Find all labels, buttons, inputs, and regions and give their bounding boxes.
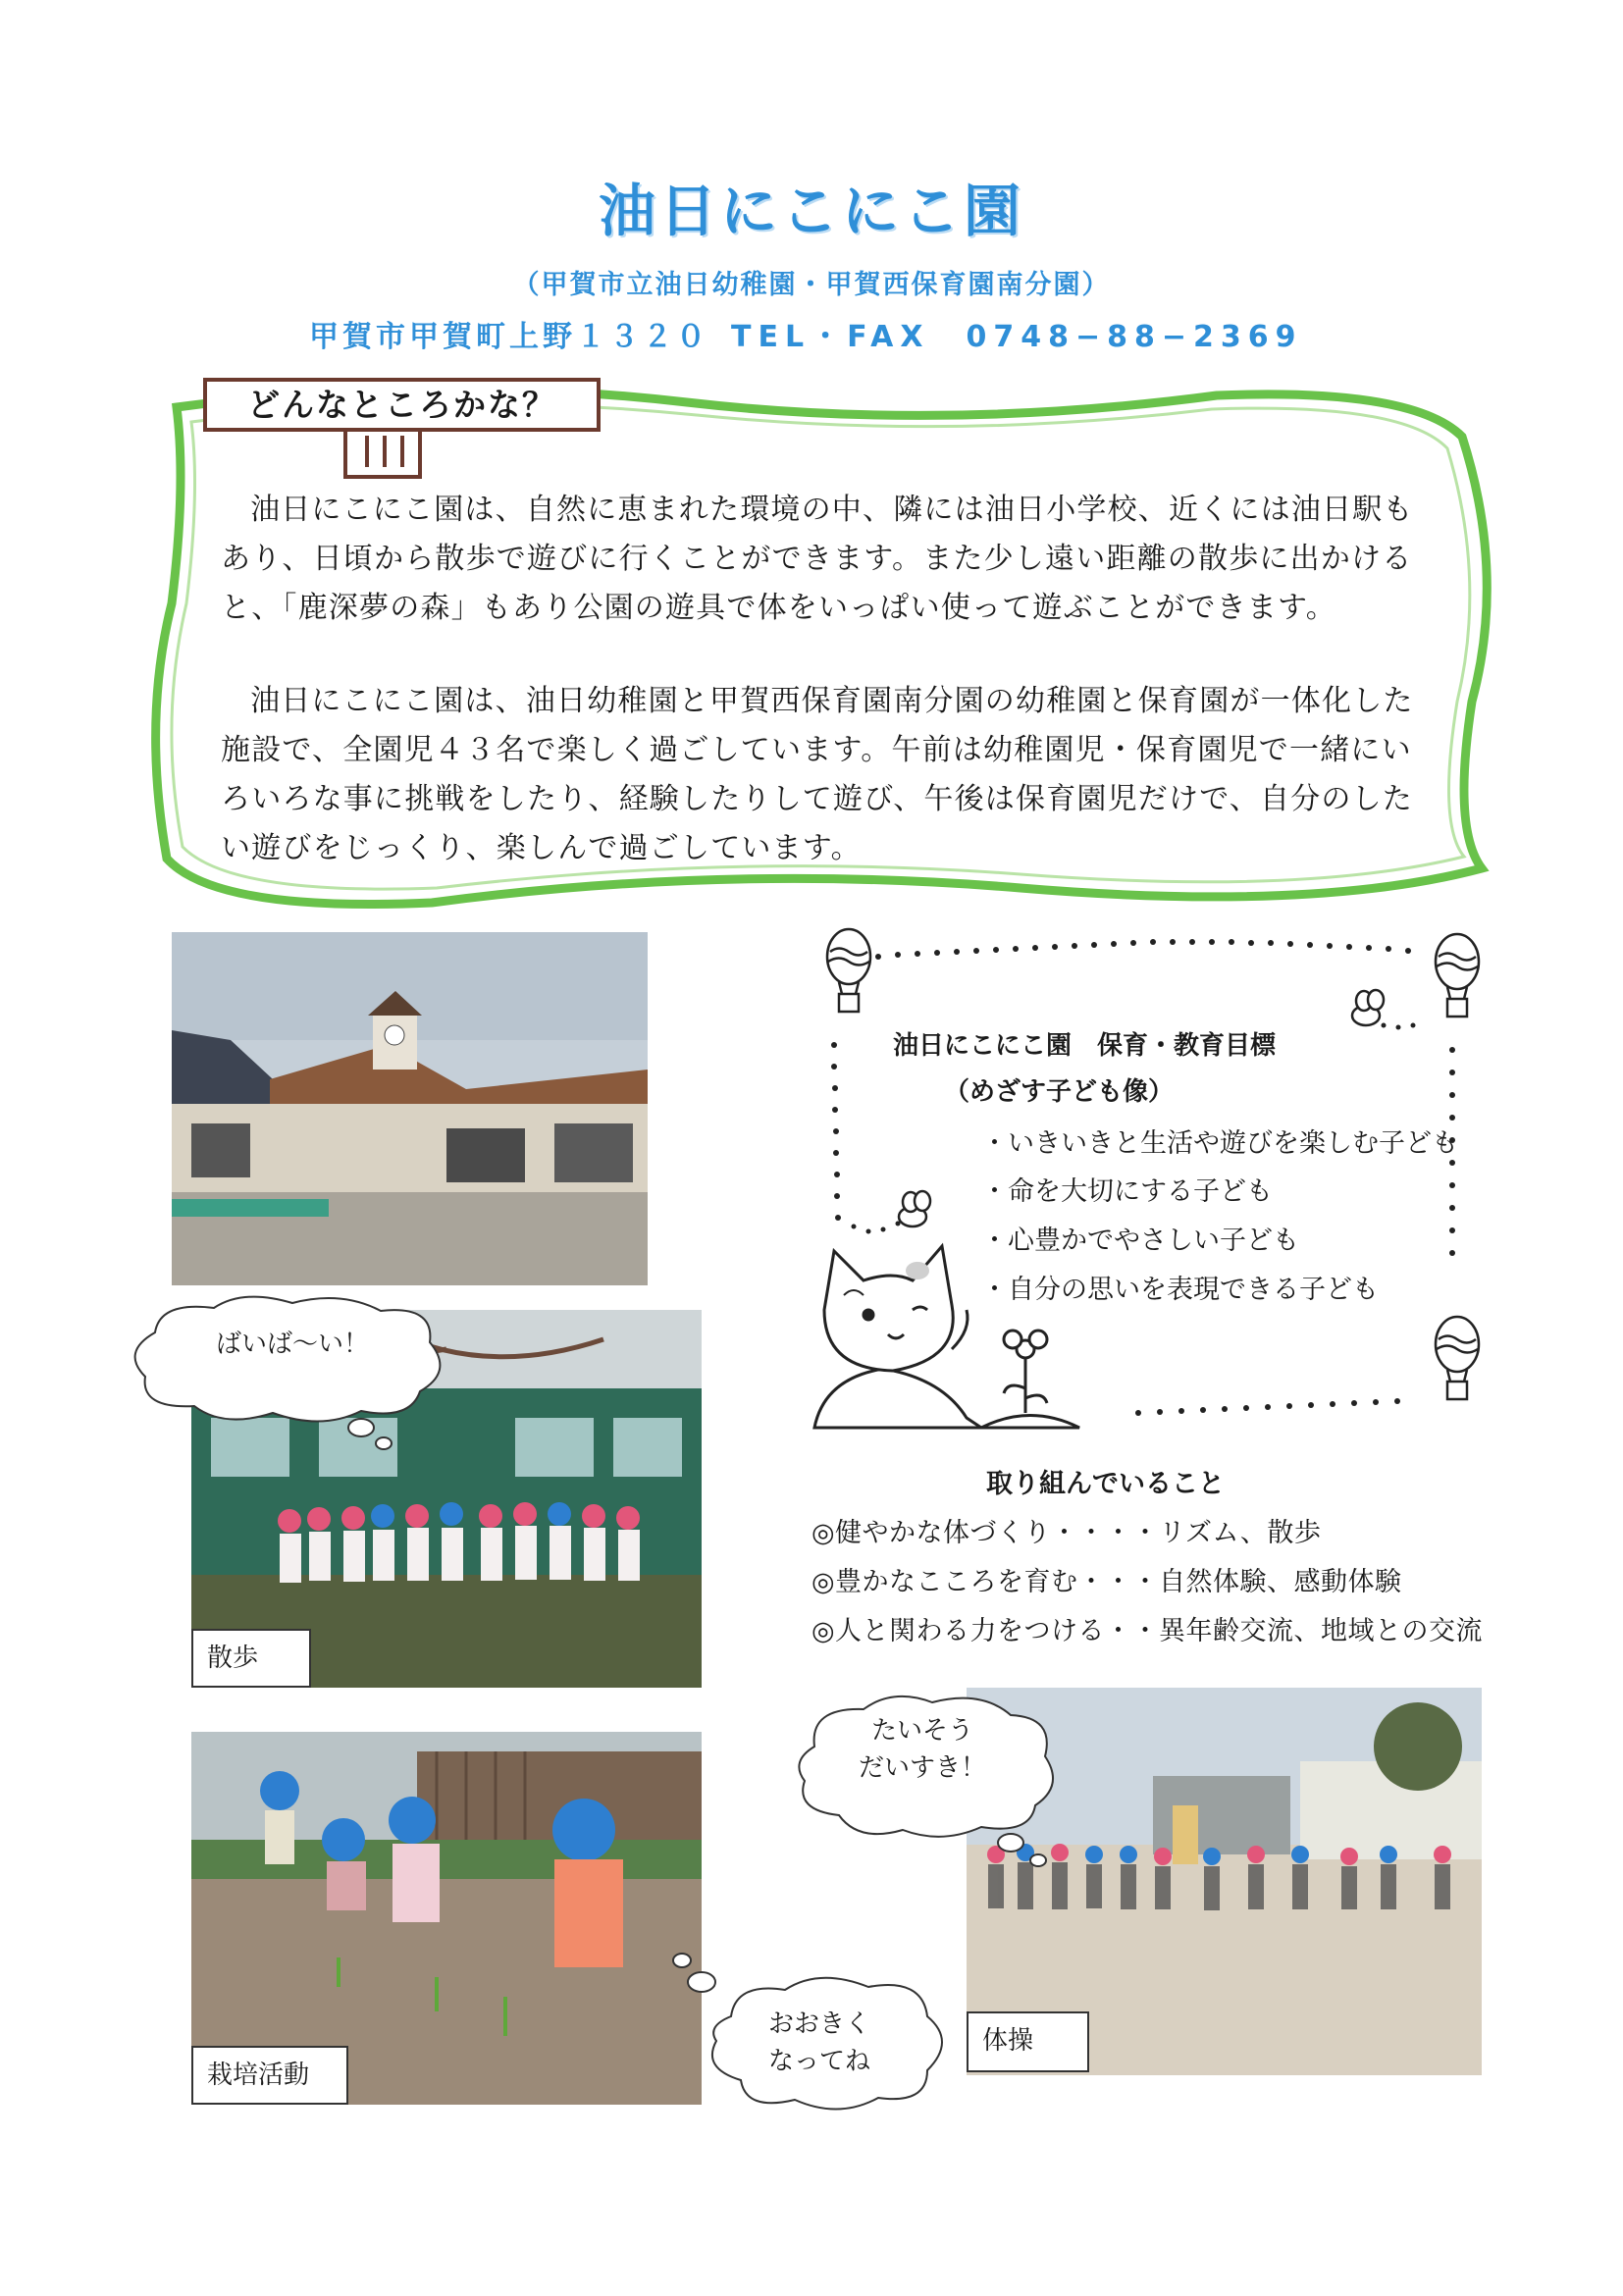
goals-subtitle: （めざす子ども像） (944, 1077, 1175, 1107)
building-photo (172, 932, 648, 1285)
bee-icon (1352, 990, 1384, 1025)
effort-item: ◎豊かなこころを育む・・・自然体験、感動体験 (812, 1567, 1402, 1597)
farm-bubble-line2: なってね (767, 2047, 870, 2076)
effort-item: ◎人と関わる力をつける・・異年齢交流、地域との交流 (812, 1616, 1484, 1646)
intro-label-post (343, 432, 422, 479)
balloon-icon (827, 929, 870, 1012)
exercise-bubble-line1: たいそう (870, 1716, 973, 1746)
address-text: 甲賀市甲賀町上野１３２０ (309, 320, 709, 354)
phone-text: TEL・FAX 0748−88−2369 (731, 320, 1303, 354)
goals-title: 油日にこにこ園 保育・教育目標 (893, 1031, 1277, 1061)
walk-bubble-text: ばいば〜い！ (215, 1330, 369, 1359)
page-title: 油日にこにこ園 (598, 178, 1024, 244)
farm-caption: 栽培活動 (191, 2046, 348, 2105)
efforts-title: 取り組んでいること (986, 1469, 1225, 1499)
walk-bubble (116, 1293, 469, 1450)
intro-label: どんなところかな？ (203, 378, 601, 432)
exercise-caption: 体操 (967, 2011, 1089, 2072)
walk-caption: 散歩 (191, 1629, 311, 1688)
intro-paragraph-2: 油日にこにこ園は、油日幼稚園と甲賀西保育園南分園の幼稚園と保育園が一体化した施設で、全園児４３名で楽しく過ごしています。午前は幼稚園児・保育園児で一緒にいろいろな事に挑戦をしたり、経験したりして遊び、午後は保育園児だけで、自分のしたい遊びをじっくり、楽しんで過ごしています。 (221, 684, 1414, 865)
goal-item: ・心豊かでやさしい子ども (981, 1226, 1299, 1256)
farm-bubble-line1: おおきく (767, 2009, 870, 2039)
intro-paragraph-1: 油日にこにこ園は、自然に恵まれた環境の中、隣には油日小学校、近くには油日駅もあり、日頃から散歩で遊びに行くことができます。また少し遠い距離の散歩に出かけると、「鹿深夢の森」もあり公園の遊具で体をいっぱい使って遊ぶことができます。 (221, 493, 1414, 625)
page-subtitle: （甲賀市立油日幼稚園・甲賀西保育園南分園） (512, 270, 1111, 300)
goal-item: ・命を大切にする子ども (981, 1176, 1273, 1207)
exercise-bubble-line2: だいすき！ (858, 1753, 986, 1783)
goal-item: ・いきいきと生活や遊びを楽しむ子ども (981, 1128, 1458, 1159)
effort-item: ◎健やかな体づくり・・・・リズム、散歩 (812, 1518, 1322, 1548)
goal-item: ・自分の思いを表現できる子ども (981, 1275, 1379, 1305)
